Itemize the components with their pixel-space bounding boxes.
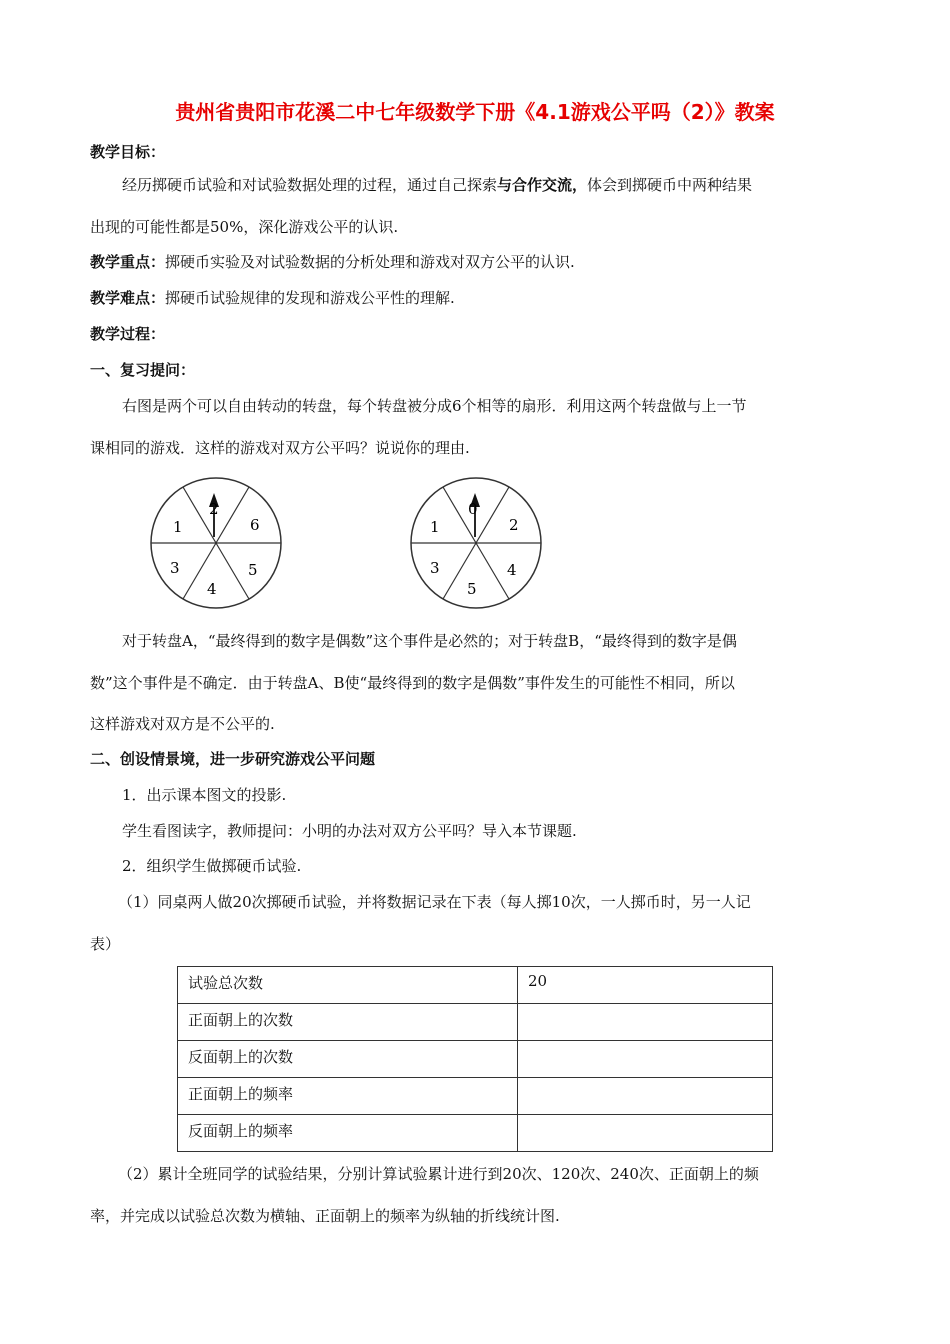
section1-para2-line3: 这样游戏对双方是不公平的. <box>90 715 275 733</box>
section2-sub1-line2: 表） <box>90 935 121 953</box>
section2-sub2-line2: 率，并完成以试验总次数为横轴、正面朝上的频率为纵轴的折线统计图. <box>90 1207 560 1225</box>
table-cell <box>518 1078 773 1115</box>
objectives-text-a: 经历掷硬币试验和对试验数据处理的过程，通过自己探索 <box>122 176 498 194</box>
table-row <box>178 1004 773 1041</box>
section1-para2-line2: 数”这个事件是不确定．由于转盘A、B使“最终得到的数字是偶数”事件发生的可能性不相同，所以 <box>90 674 735 692</box>
section2-item2: 2．组织学生做掷硬币试验. <box>122 857 302 875</box>
spinner-a-label-6: 5 <box>248 561 258 579</box>
table-row <box>178 967 773 1004</box>
objectives-line-1 <box>122 175 752 195</box>
table-row <box>178 1041 773 1078</box>
section2-heading: 二、创设情景境，进一步研究游戏公平问题 <box>90 750 376 768</box>
spinner-b-label-3: 2 <box>509 516 519 534</box>
section2-sub1-line1: （1）同桌两人做20次掷硬币试验，并将数据记录在下表（每人掷10次，一人掷币时，另一人记 <box>118 893 751 911</box>
table-cell <box>518 1041 773 1078</box>
spinner-a-label-5: 4 <box>207 580 217 598</box>
spinner-b-label-5: 5 <box>467 580 477 598</box>
section1-para1-line1: 右图是两个可以自由转动的转盘，每个转盘被分成6个相等的扇形．利用这两个转盘做与上一节 <box>122 397 747 415</box>
difficulties-label: 教学难点： <box>90 289 166 307</box>
spinner-a <box>146 475 286 615</box>
table-cell: 试验总次数 <box>178 967 518 1004</box>
key-points <box>90 252 575 272</box>
section2-item1-text: 学生看图读字，教师提问：小明的办法对双方公平吗？导入本节课题. <box>122 822 577 840</box>
spinner-a-label-3: 6 <box>250 516 260 534</box>
section1-heading: 一、复习提问： <box>90 361 196 379</box>
table-row <box>178 1078 773 1115</box>
spinner-a-label-4: 3 <box>170 559 180 577</box>
document-title: 贵州省贵阳市花溪二中七年级数学下册《4.1游戏公平吗（2）》教案 <box>175 100 775 124</box>
spinner-b <box>406 475 546 615</box>
table-row <box>178 1115 773 1152</box>
objectives-heading: 教学目标： <box>90 143 166 161</box>
spinner-b-label-6: 4 <box>507 561 517 579</box>
process-heading: 教学过程： <box>90 325 166 343</box>
table-cell: 20 <box>518 967 773 1004</box>
spinner-b-label-1: 1 <box>430 518 440 536</box>
table-cell <box>518 1115 773 1152</box>
objectives-line-2: 出现的可能性都是50%，深化游戏公平的认识. <box>90 218 399 236</box>
table-cell: 正面朝上的频率 <box>178 1078 518 1115</box>
objectives-text-bold: 与合作交流， <box>497 176 588 194</box>
experiment-record-table <box>177 966 773 1152</box>
section2-sub2-line1: （2）累计全班同学的试验结果，分别计算试验累计进行到20次、120次、240次、正面朝上的频 <box>118 1165 759 1183</box>
spinner-b-label-2: 0 <box>468 500 478 518</box>
table-cell: 反面朝上的频率 <box>178 1115 518 1152</box>
key-points-label: 教学重点： <box>90 253 166 271</box>
spinner-a-label-2: 2 <box>209 500 219 518</box>
key-points-text: 掷硬币实验及对试验数据的分析处理和游戏对双方公平的认识. <box>165 253 575 271</box>
section1-para2-line1: 对于转盘A，“最终得到的数字是偶数”这个事件是必然的；对于转盘B，“最终得到的数字是偶 <box>122 632 737 650</box>
objectives-text-b: 体会到掷硬币中两种结果 <box>587 176 753 194</box>
table-cell: 反面朝上的次数 <box>178 1041 518 1078</box>
table-cell: 正面朝上的次数 <box>178 1004 518 1041</box>
spinner-a-label-1: 1 <box>173 518 183 536</box>
difficulties-text: 掷硬币试验规律的发现和游戏公平性的理解. <box>165 289 455 307</box>
table-cell <box>518 1004 773 1041</box>
difficulties <box>90 288 455 308</box>
section1-para1-line2: 课相同的游戏．这样的游戏对双方公平吗？说说你的理由. <box>90 439 470 457</box>
spinner-b-label-4: 3 <box>430 559 440 577</box>
section2-item1: 1．出示课本图文的投影. <box>122 786 287 804</box>
